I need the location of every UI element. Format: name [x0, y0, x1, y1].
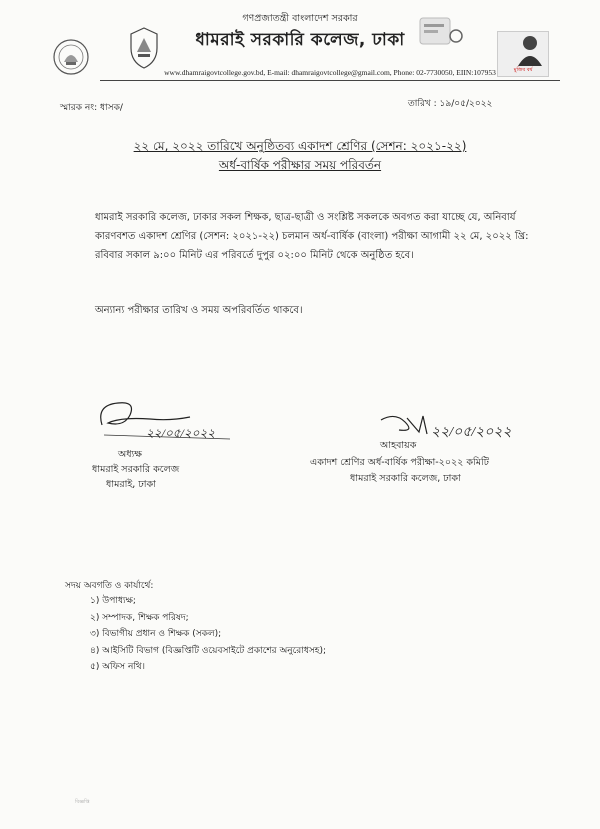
- principal-place: ধামরাই, ঢাকা: [106, 479, 156, 490]
- notice-body-2: অন্যান্য পরীক্ষার তারিখ ও সময় অপরিবর্তিত থাকবে।: [95, 305, 303, 316]
- convener-signature-date: ২২/০৫/২০২২: [431, 425, 512, 440]
- cc-item: ১) উপাধ্যক্ষ;: [90, 596, 136, 606]
- footer-note: বিজ্ঞপ্তি: [75, 799, 90, 805]
- notice-title-line-1: ২২ মে, ২০২২ তারিখে অনুষ্ঠিতব্য একাদশ শ্রেণির (সেশন: ২০২১-২২): [133, 139, 467, 153]
- header-divider: [100, 80, 560, 81]
- cc-list: [90, 593, 326, 676]
- convener-college: ধামরাই সরকারি কলেজ, ঢাকা: [350, 473, 461, 484]
- convener-committee: একাদশ শ্রেণির অর্ধ-বার্ষিক পরীক্ষা-২০২২ কমিটি: [310, 457, 489, 468]
- notice-body: ধামরাই সরকারি কলেজ, ঢাকার সকল শিক্ষক, ছাত্র-ছাত্রী ও সংশ্লিষ্ট সকলকে অবগত করা যাচ্ছে যে, অনিবার্য কারণবশত একাদশ শ্রেণির (সেশন: ২০২১-২২) চলমান অর্ধ-বার্ষিক (বাংলা) পরীক্ষা আগামী ২২ মে, ২০২২ খ্রি: রবিবার সকাল ৯:০০ মিনিট এর পরিবর্তে দুপুর ০২:০০ মিনিট থেকে অনুষ্ঠিত হবে।: [95, 212, 529, 261]
- principal-title: অধ্যক্ষ: [118, 449, 143, 460]
- memo-ref: স্মারক নং: ধাসক/: [60, 103, 123, 113]
- mujib-borsho-label: মুজিব বর্ষ: [513, 67, 533, 73]
- cc-title: সদয় অবগতি ও কার্যার্থে:: [65, 581, 154, 591]
- cc-item: ৩) বিভাগীয় প্রধান ও শিক্ষক (সকল);: [90, 629, 222, 639]
- college-name: ধামরাই সরকারি কলেজ, ঢাকা: [195, 30, 405, 50]
- cc-item: ৫) অফিস নথি।: [90, 662, 145, 672]
- government-line: গণপ্রজাতন্ত্রী বাংলাদেশ সরকার: [242, 13, 358, 24]
- principal-signature: [90, 395, 250, 443]
- principal-college: ধামরাই সরকারি কলেজ: [92, 464, 180, 475]
- portrait-icon: [498, 32, 548, 66]
- convener-title: আহবায়ক: [380, 440, 417, 451]
- principal-signature-date: ২২/০৫/২০২২: [146, 426, 216, 440]
- cc-item: ৪) আইসিটি বিভাগ (বিজ্ঞপ্তিটি ওয়েবসাইটে প্রকাশের অনুরোধসহ);: [90, 645, 327, 656]
- contact-info: www.dhamraigovtcollege.gov.bd, E-mail: dhamraigovtcollege@gmail.com, Phone: 02-7730050, EIIN:107953: [164, 68, 496, 77]
- cc-item: ২) সম্পাদক, শিক্ষক পরিষদ;: [90, 612, 189, 623]
- digital-bangladesh-logo: [418, 14, 464, 54]
- notice-title-line-2: অর্ধ-বার্ষিক পরীক্ষার সময় পরিবর্তন: [218, 158, 382, 172]
- memo-date: তারিখ : ১৯/০৫/২০২২: [408, 99, 493, 109]
